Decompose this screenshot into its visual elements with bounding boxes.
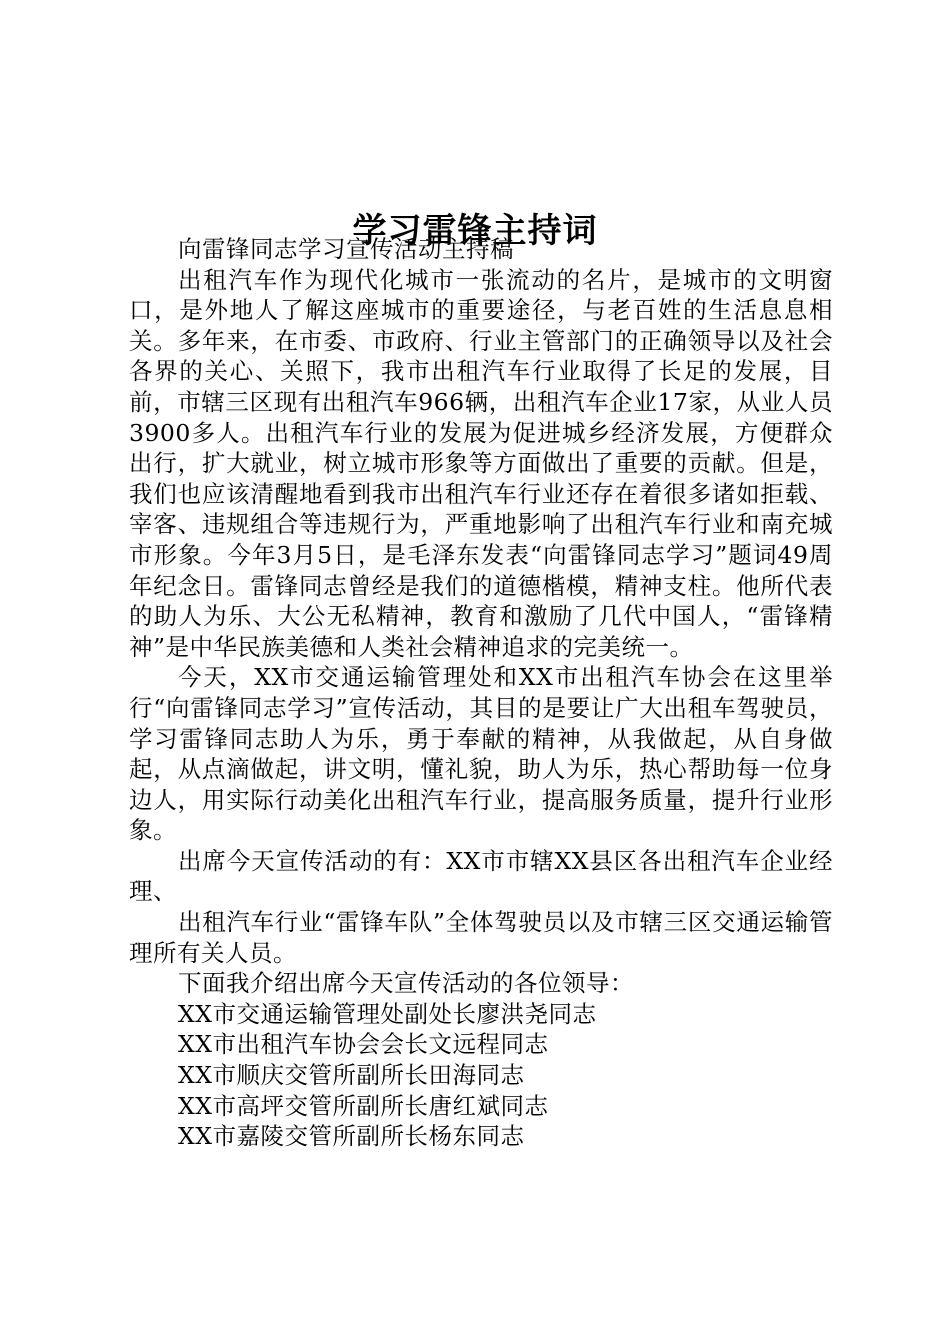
leader-list-item: XX市嘉陵交管所副所长杨东同志 bbox=[178, 1122, 525, 1151]
leader-list-item: XX市顺庆交管所副所长田海同志 bbox=[178, 1061, 525, 1090]
leader-list-item: XX市出租汽车协会会长文远程同志 bbox=[178, 1030, 549, 1059]
leader-list-item: XX市高坪交管所副所长唐红斌同志 bbox=[178, 1091, 549, 1120]
body-paragraph: 出租汽车行业“雷锋车队”全体驾驶员以及市辖三区交通运输管理所有关人员。 bbox=[129, 908, 833, 967]
leader-list-item: XX市交通运输管理处副处长廖洪尧同志 bbox=[178, 999, 597, 1028]
document-body bbox=[129, 234, 833, 1152]
document-title: 学习雷锋主持词 bbox=[352, 210, 598, 251]
body-paragraph: 出席今天宣传活动的有：XX市市辖XX县区各出租汽车企业经理、 bbox=[129, 846, 833, 906]
body-paragraph: 出租汽车作为现代化城市一张流动的名片，是城市的文明窗口，是外地人了解这座城市的重要途径，与老百姓的生活息息相关。多年来，在市委、市政府、行业主管部门的正确领导以及社会各界的关心、关照下，我市出租汽车行业取得了长足的发展，目前，市辖三区现有出租汽车966辆，出租汽车企业17家，从业人员3900多人。出租汽车行业的发展为促进城乡经济发展，方便群众出行，扩大就业，树立城市形象等方面做出了重要的贡献。但是，我们也应该清醒地看到我市出租汽车行业还存在着很多诸如拒载、宰客、违规组合等违规行为，严重地影响了出租汽车行业和南充城市形象。今年3月5日，是毛泽东发表“向雷锋同志学习”题词49周年纪念日。雷锋同志曾经是我们的道德楷模，精神支柱。他所代表的助人为乐、大公无私精神，教育和激励了几代中国人，“雷锋精神”是中华民族美德和人类社会精神追求的完美统一。 bbox=[129, 265, 833, 661]
body-paragraph: 下面我介绍出席今天宣传活动的各位领导： bbox=[178, 969, 634, 998]
subtitle-paragraph: 向雷锋同志学习宣传活动主持稿 bbox=[178, 235, 514, 263]
body-paragraph: 今天，XX市交通运输管理处和XX市出租汽车协会在这里举行“向雷锋同志学习”宣传活动，其目的是要让广大出租车驾驶员，学习雷锋同志助人为乐，勇于奉献的精神，从我做起，从自身做起，从点滴做起，讲文明，懂礼貌，助人为乐，热心帮助每一位身边人，用实际行动美化出租汽车行业，提高服务质量，提升行业形象。 bbox=[129, 663, 833, 845]
